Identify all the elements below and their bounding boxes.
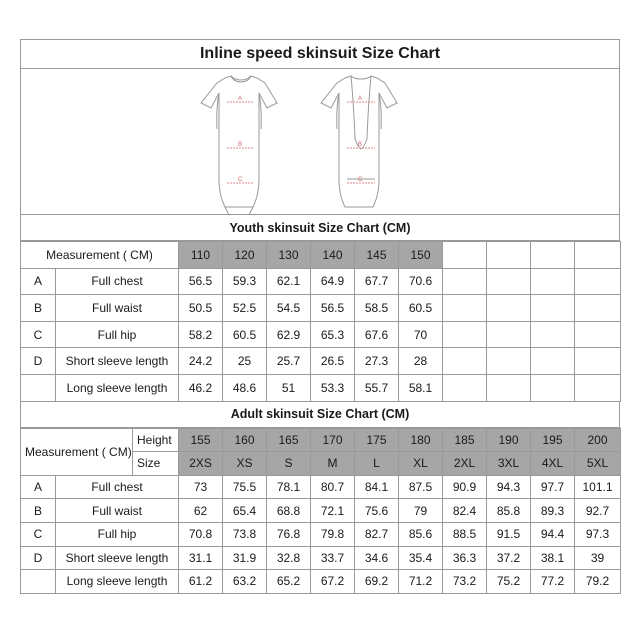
measure-value: 65.4 (223, 499, 267, 523)
empty-cell (531, 374, 575, 401)
front-label-b: B (238, 142, 243, 148)
empty-cell (531, 321, 575, 348)
height-header: 170 (311, 428, 355, 452)
measure-value: 70.6 (399, 268, 443, 295)
measure-value: 76.8 (267, 522, 311, 546)
measure-value: 73 (179, 475, 223, 499)
adult-size-table (20, 428, 621, 594)
measure-name: Long sleeve length (56, 374, 179, 401)
row-letter: B (21, 295, 56, 322)
measure-value: 75.5 (223, 475, 267, 499)
measure-value: 31.9 (223, 546, 267, 570)
measure-value: 67.7 (355, 268, 399, 295)
measure-value: 31.1 (179, 546, 223, 570)
measure-value: 88.5 (443, 522, 487, 546)
measure-value: 85.6 (399, 522, 443, 546)
back-label-c: C (358, 177, 363, 183)
measure-value: 52.5 (223, 295, 267, 322)
adult-measure-row (21, 546, 621, 570)
measure-value: 35.4 (399, 546, 443, 570)
measure-value: 25 (223, 348, 267, 375)
measure-value: 72.1 (311, 499, 355, 523)
measure-name: Full hip (56, 321, 179, 348)
size-header: L (355, 452, 399, 476)
measure-value: 50.5 (179, 295, 223, 322)
height-label: Height (133, 428, 179, 452)
back-label-b: B (358, 142, 363, 148)
measure-value: 70.8 (179, 522, 223, 546)
measure-name: Full hip (56, 522, 179, 546)
measure-value: 89.3 (531, 499, 575, 523)
empty-cell (575, 268, 621, 295)
measure-name: Full waist (56, 295, 179, 322)
size-header: 120 (223, 242, 267, 269)
measure-value: 75.2 (487, 570, 531, 594)
measure-value: 92.7 (575, 499, 621, 523)
measure-value: 94.4 (531, 522, 575, 546)
measure-value: 90.9 (443, 475, 487, 499)
measure-value: 56.5 (179, 268, 223, 295)
measure-value: 73.2 (443, 570, 487, 594)
measure-value: 60.5 (399, 295, 443, 322)
measure-value: 85.8 (487, 499, 531, 523)
height-header: 180 (399, 428, 443, 452)
youth-measure-row (21, 348, 621, 375)
measure-value: 63.2 (223, 570, 267, 594)
measure-name: Full chest (56, 475, 179, 499)
measure-value: 38.1 (531, 546, 575, 570)
empty-cell (487, 242, 531, 269)
height-header: 165 (267, 428, 311, 452)
measure-value: 25.7 (267, 348, 311, 375)
measure-value: 58.5 (355, 295, 399, 322)
height-header: 175 (355, 428, 399, 452)
measure-value: 24.2 (179, 348, 223, 375)
row-letter: A (21, 268, 56, 295)
measure-value: 61.2 (179, 570, 223, 594)
measure-value: 65.3 (311, 321, 355, 348)
size-header: M (311, 452, 355, 476)
height-header: 200 (575, 428, 621, 452)
empty-cell (575, 374, 621, 401)
measure-name: Short sleeve length (56, 348, 179, 375)
measure-value: 46.2 (179, 374, 223, 401)
empty-cell (487, 321, 531, 348)
measure-value: 97.3 (575, 522, 621, 546)
measure-value: 62.1 (267, 268, 311, 295)
empty-cell (443, 295, 487, 322)
height-header: 190 (487, 428, 531, 452)
empty-cell (443, 348, 487, 375)
size-header: 130 (267, 242, 311, 269)
row-letter: B (21, 499, 56, 523)
skinsuit-drawing (21, 69, 619, 215)
empty-cell (487, 348, 531, 375)
measurement-label: Measurement ( CM) (21, 242, 179, 269)
row-letter: D (21, 348, 56, 375)
measure-value: 54.5 (267, 295, 311, 322)
size-header: 2XL (443, 452, 487, 476)
size-header: 145 (355, 242, 399, 269)
measure-value: 68.8 (267, 499, 311, 523)
size-header: XS (223, 452, 267, 476)
size-header: 3XL (487, 452, 531, 476)
measure-value: 70 (399, 321, 443, 348)
size-header: XL (399, 452, 443, 476)
measure-value: 75.6 (355, 499, 399, 523)
height-header: 155 (179, 428, 223, 452)
youth-chart-title: Youth skinsuit Size Chart (CM) (20, 215, 620, 241)
measure-value: 28 (399, 348, 443, 375)
measure-value: 58.1 (399, 374, 443, 401)
empty-cell (575, 348, 621, 375)
youth-measure-row (21, 268, 621, 295)
empty-cell (443, 321, 487, 348)
measure-value: 79 (399, 499, 443, 523)
measure-value: 73.8 (223, 522, 267, 546)
measure-value: 69.2 (355, 570, 399, 594)
size-header: 110 (179, 242, 223, 269)
measurement-label: Measurement ( CM) (21, 428, 133, 475)
empty-cell (443, 242, 487, 269)
chart-title: Inline speed skinsuit Size Chart (20, 39, 620, 69)
adult-measure-row (21, 475, 621, 499)
measure-value: 84.1 (355, 475, 399, 499)
empty-cell (487, 295, 531, 322)
front-label-a: A (238, 96, 243, 102)
measure-value: 87.5 (399, 475, 443, 499)
size-header: 150 (399, 242, 443, 269)
size-label: Size (133, 452, 179, 476)
empty-cell (487, 374, 531, 401)
measure-value: 79.8 (311, 522, 355, 546)
measure-value: 56.5 (311, 295, 355, 322)
measure-value: 62 (179, 499, 223, 523)
size-chart-sheet (20, 39, 620, 594)
empty-cell (575, 321, 621, 348)
youth-measure-row (21, 321, 621, 348)
measure-value: 53.3 (311, 374, 355, 401)
measure-value: 27.3 (355, 348, 399, 375)
measure-value: 60.5 (223, 321, 267, 348)
adult-measure-row (21, 522, 621, 546)
empty-cell (575, 242, 621, 269)
measure-value: 82.4 (443, 499, 487, 523)
measure-value: 97.7 (531, 475, 575, 499)
measure-value: 80.7 (311, 475, 355, 499)
empty-cell (487, 268, 531, 295)
measure-value: 67.2 (311, 570, 355, 594)
measure-value: 34.6 (355, 546, 399, 570)
measure-value: 77.2 (531, 570, 575, 594)
youth-measure-row (21, 374, 621, 401)
skinsuit-illustration (20, 69, 620, 215)
adult-measure-row (21, 570, 621, 594)
measure-value: 94.3 (487, 475, 531, 499)
measure-value: 58.2 (179, 321, 223, 348)
back-label-a: A (358, 96, 363, 102)
empty-cell (443, 374, 487, 401)
measure-value: 62.9 (267, 321, 311, 348)
adult-height-row (21, 428, 621, 452)
size-header: S (267, 452, 311, 476)
measure-value: 36.3 (443, 546, 487, 570)
youth-measure-row (21, 295, 621, 322)
adult-measure-row (21, 499, 621, 523)
measure-value: 71.2 (399, 570, 443, 594)
height-header: 160 (223, 428, 267, 452)
row-letter: C (21, 321, 56, 348)
measure-value: 32.8 (267, 546, 311, 570)
row-letter: A (21, 475, 56, 499)
measure-value: 39 (575, 546, 621, 570)
measure-value: 33.7 (311, 546, 355, 570)
measure-name: Long sleeve length (56, 570, 179, 594)
measure-value: 67.6 (355, 321, 399, 348)
size-header: 4XL (531, 452, 575, 476)
empty-cell (531, 348, 575, 375)
youth-size-table (20, 241, 621, 402)
measure-name: Full waist (56, 499, 179, 523)
adult-chart-title: Adult skinsuit Size Chart (CM) (20, 402, 620, 428)
measure-value: 59.3 (223, 268, 267, 295)
empty-cell (575, 295, 621, 322)
measure-value: 48.6 (223, 374, 267, 401)
empty-cell (531, 295, 575, 322)
row-letter (21, 374, 56, 401)
measure-value: 64.9 (311, 268, 355, 295)
size-header: 140 (311, 242, 355, 269)
measure-value: 82.7 (355, 522, 399, 546)
empty-cell (443, 268, 487, 295)
measure-value: 26.5 (311, 348, 355, 375)
height-header: 185 (443, 428, 487, 452)
measure-value: 37.2 (487, 546, 531, 570)
empty-cell (531, 268, 575, 295)
empty-cell (531, 242, 575, 269)
measure-value: 101.1 (575, 475, 621, 499)
measure-value: 79.2 (575, 570, 621, 594)
size-header: 2XS (179, 452, 223, 476)
height-header: 195 (531, 428, 575, 452)
measure-value: 65.2 (267, 570, 311, 594)
row-letter: D (21, 546, 56, 570)
row-letter (21, 570, 56, 594)
row-letter: C (21, 522, 56, 546)
measure-value: 51 (267, 374, 311, 401)
measure-name: Short sleeve length (56, 546, 179, 570)
measure-value: 91.5 (487, 522, 531, 546)
measure-value: 78.1 (267, 475, 311, 499)
front-label-c: C (238, 177, 243, 183)
measure-value: 55.7 (355, 374, 399, 401)
youth-header-row (21, 242, 621, 269)
measure-name: Full chest (56, 268, 179, 295)
size-header: 5XL (575, 452, 621, 476)
